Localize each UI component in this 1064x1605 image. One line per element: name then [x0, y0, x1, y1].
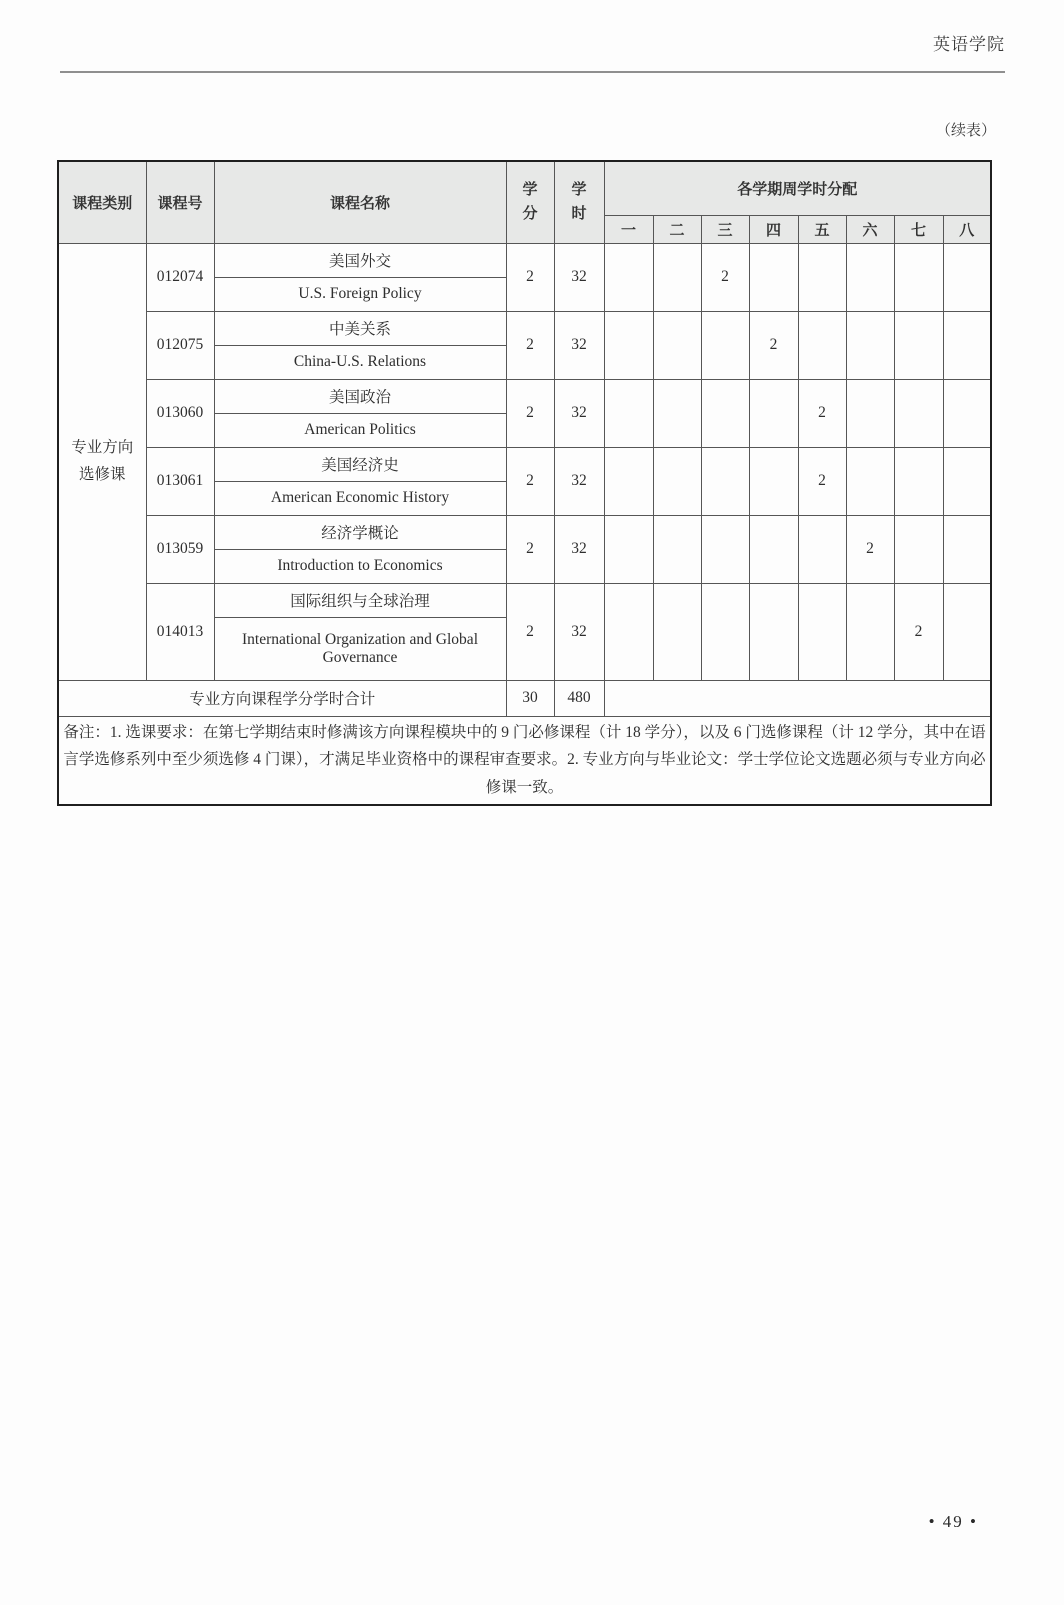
semester-hours-cell	[749, 583, 798, 680]
semester-hours-cell	[604, 447, 653, 515]
semester-hours-cell	[701, 311, 749, 379]
semester-hours-cell: 2	[846, 515, 894, 583]
semester-hours-cell	[894, 379, 943, 447]
semester-hours-cell	[943, 311, 991, 379]
semester-hours-cell	[701, 379, 749, 447]
col-header-sem-4: 四	[749, 215, 798, 243]
semester-hours-cell	[653, 447, 701, 515]
semester-hours-cell	[943, 515, 991, 583]
semester-hours-cell	[798, 311, 846, 379]
col-header-credits	[506, 161, 554, 243]
page-header-title: 英语学院	[933, 35, 1005, 54]
col-header-sem-5: 五	[798, 215, 846, 243]
hours-cell: 32	[554, 447, 604, 515]
notes-text: 备注：1. 选课要求：在第七学期结束时修满该方向课程模块中的 9 门必修课程（计 18 学分），以及 6 门选修课程（计 12 学分，其中在语言学选修系列中至少须选修 4 门课），才满足毕业资格中的课程审查要求。2. 专业方向与毕业论文：学士学位论文选题必须与专业方向必修课一致。	[58, 716, 991, 805]
col-header-sem-8: 八	[943, 215, 991, 243]
semester-hours-cell	[701, 515, 749, 583]
table-row	[58, 311, 991, 345]
col-header-sem-1: 一	[604, 215, 653, 243]
page-number: • 49 •	[928, 1512, 978, 1531]
semester-hours-cell	[846, 243, 894, 311]
credits-cell: 2	[506, 243, 554, 311]
credits-cell: 2	[506, 515, 554, 583]
col-header-sem-3: 三	[701, 215, 749, 243]
col-header-semester-group: 各学期周学时分配	[604, 161, 991, 215]
total-semester-empty-cell	[604, 680, 991, 716]
credits-cell: 2	[506, 379, 554, 447]
col-header-sem-6: 六	[846, 215, 894, 243]
credits-cell: 2	[506, 311, 554, 379]
semester-hours-cell	[604, 583, 653, 680]
course-name-zh: 美国外交	[214, 243, 506, 277]
semester-hours-cell	[894, 515, 943, 583]
course-name-en: American Politics	[214, 413, 506, 447]
semester-hours-cell	[943, 447, 991, 515]
col-header-hours	[554, 161, 604, 243]
semester-hours-cell	[653, 311, 701, 379]
col-header-course-name: 课程名称	[214, 161, 506, 243]
semester-hours-cell	[604, 311, 653, 379]
course-no-cell: 013061	[146, 447, 214, 515]
total-hours-cell: 480	[554, 680, 604, 716]
semester-hours-cell	[701, 583, 749, 680]
course-name-en: U.S. Foreign Policy	[214, 277, 506, 311]
semester-hours-cell	[943, 243, 991, 311]
semester-hours-cell	[653, 379, 701, 447]
semester-hours-cell	[943, 583, 991, 680]
semester-hours-cell	[749, 243, 798, 311]
category-cell	[58, 243, 146, 680]
hours-cell: 32	[554, 379, 604, 447]
semester-hours-cell: 2	[798, 379, 846, 447]
course-no-cell: 013060	[146, 379, 214, 447]
semester-hours-cell	[653, 515, 701, 583]
semester-hours-cell	[846, 311, 894, 379]
credits-cell: 2	[506, 583, 554, 680]
credits-header-text: 学分	[522, 181, 538, 223]
semester-hours-cell	[604, 379, 653, 447]
semester-hours-cell	[749, 515, 798, 583]
col-header-sem-2: 二	[653, 215, 701, 243]
semester-hours-cell	[894, 447, 943, 515]
semester-hours-cell: 2	[894, 583, 943, 680]
notes-row	[58, 716, 991, 805]
hours-cell: 32	[554, 311, 604, 379]
table-row	[58, 583, 991, 617]
semester-hours-cell	[846, 379, 894, 447]
course-name-zh: 经济学概论	[214, 515, 506, 549]
course-name-en: American Economic History	[214, 481, 506, 515]
course-name-zh: 美国经济史	[214, 447, 506, 481]
semester-hours-cell	[846, 583, 894, 680]
table-row	[58, 447, 991, 481]
category-label: 专业方向选修课	[71, 439, 134, 483]
semester-hours-cell: 2	[798, 447, 846, 515]
semester-hours-cell	[798, 243, 846, 311]
header-divider-rule	[60, 71, 1005, 73]
table-row	[58, 515, 991, 549]
total-credits-cell: 30	[506, 680, 554, 716]
hours-cell: 32	[554, 243, 604, 311]
course-name-en: China-U.S. Relations	[214, 345, 506, 379]
total-label-cell: 专业方向课程学分学时合计	[58, 680, 506, 716]
semester-hours-cell: 2	[749, 311, 798, 379]
hours-cell: 32	[554, 515, 604, 583]
hours-header-text: 学时	[571, 181, 587, 223]
semester-hours-cell	[653, 243, 701, 311]
col-header-course-no: 课程号	[146, 161, 214, 243]
course-no-cell: 013059	[146, 515, 214, 583]
hours-cell: 32	[554, 583, 604, 680]
semester-hours-cell	[749, 379, 798, 447]
semester-hours-cell	[894, 243, 943, 311]
semester-hours-cell	[798, 515, 846, 583]
credits-cell: 2	[506, 447, 554, 515]
col-header-category: 课程类别	[58, 161, 146, 243]
semester-hours-cell	[894, 311, 943, 379]
table-row	[58, 379, 991, 413]
col-header-sem-7: 七	[894, 215, 943, 243]
semester-hours-cell	[943, 379, 991, 447]
course-name-zh: 中美关系	[214, 311, 506, 345]
semester-hours-cell	[749, 447, 798, 515]
semester-hours-cell	[798, 583, 846, 680]
total-row	[58, 680, 991, 716]
semester-hours-cell	[653, 583, 701, 680]
semester-hours-cell	[604, 243, 653, 311]
semester-hours-cell	[846, 447, 894, 515]
semester-hours-cell	[604, 515, 653, 583]
table-row	[58, 243, 991, 277]
semester-hours-cell: 2	[701, 243, 749, 311]
course-name-zh: 国际组织与全球治理	[214, 583, 506, 617]
course-name-zh: 美国政治	[214, 379, 506, 413]
course-no-cell: 012074	[146, 243, 214, 311]
course-no-cell: 014013	[146, 583, 214, 680]
course-name-en: Introduction to Economics	[214, 549, 506, 583]
course-name-en: International Organization and Global Governance	[214, 617, 506, 680]
course-no-cell: 012075	[146, 311, 214, 379]
semester-hours-cell	[701, 447, 749, 515]
curriculum-table	[57, 160, 992, 806]
continued-table-label: （续表）	[935, 123, 996, 139]
